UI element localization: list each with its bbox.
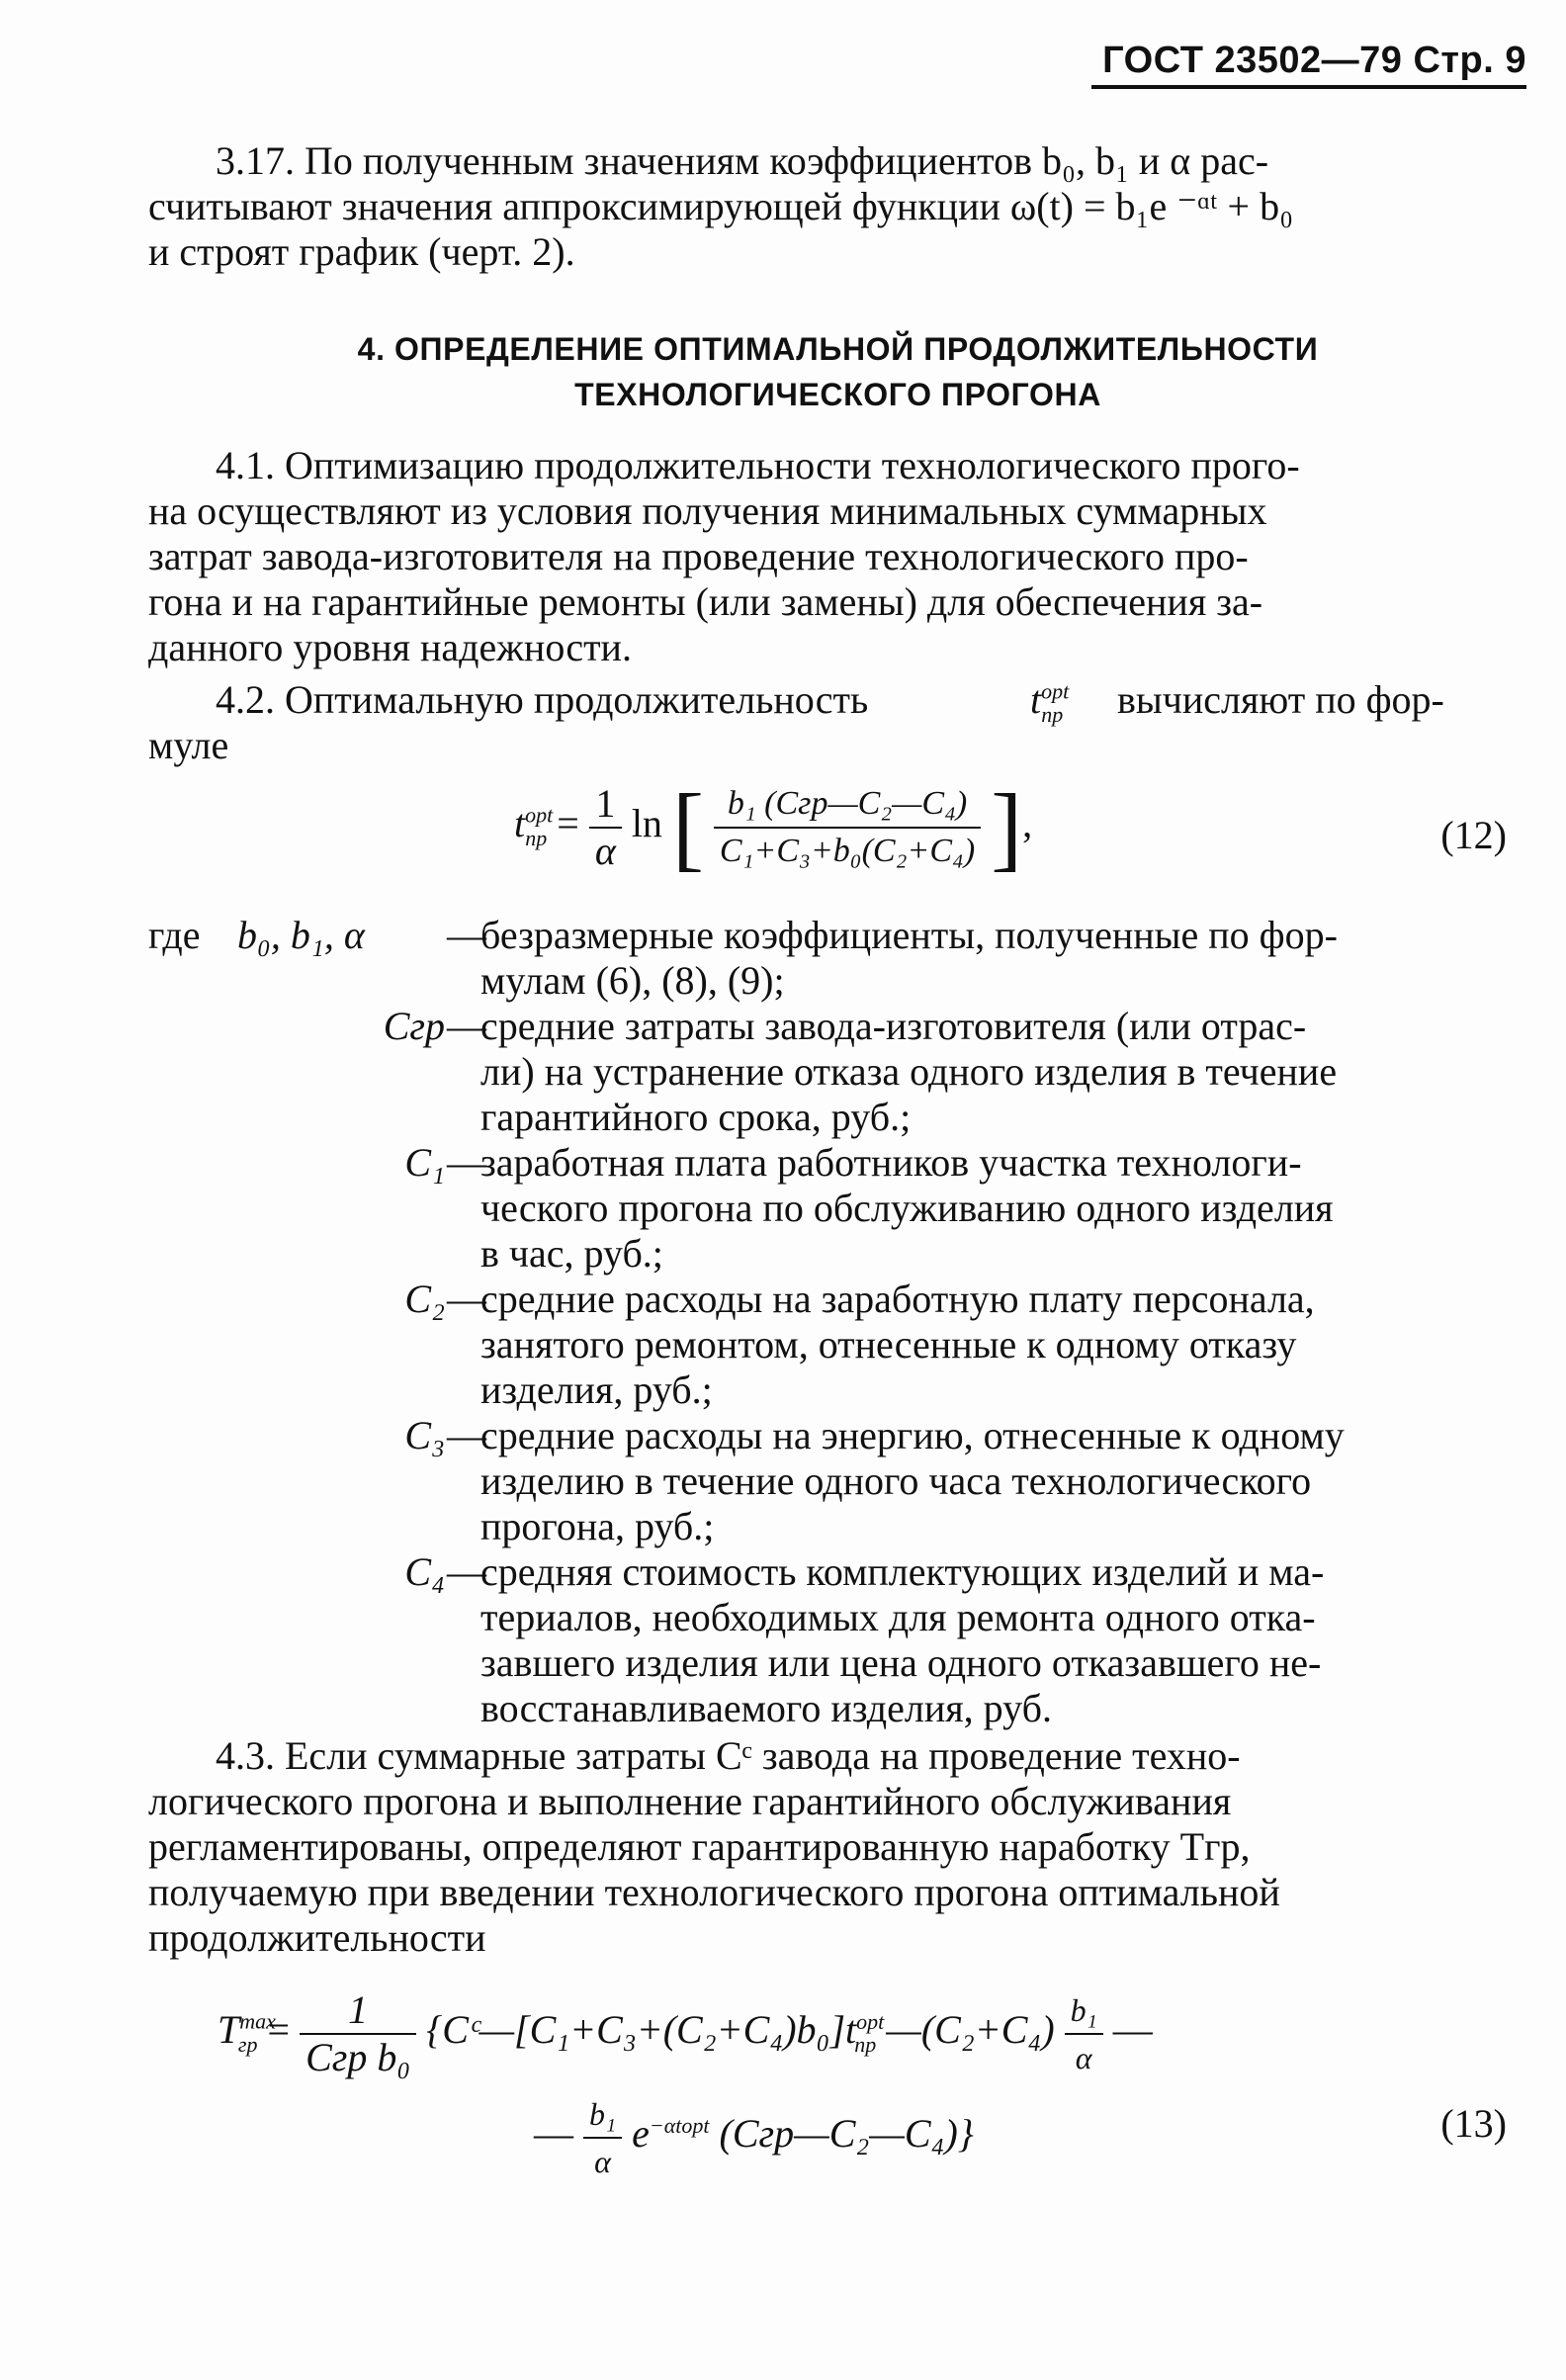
def4-symbol: C₂	[404, 1277, 445, 1321]
equation-number-12: (12)	[1440, 813, 1507, 857]
def1-line2: мулам (6), (8), (9);	[480, 958, 785, 1003]
page-header: ГОСТ 23502—79 Стр. 9	[1102, 40, 1526, 81]
section-heading-line1: 4. ОПРЕДЕЛЕНИЕ ОПТИМАЛЬНОЙ ПРОДОЛЖИТЕЛЬНОСТИ	[357, 331, 1319, 367]
p41-line4: гона и на гарантийные ремонты (или замены) для обеспечения за-	[148, 579, 1263, 624]
def2-line3: гарантийного срока, руб.;	[480, 1095, 912, 1139]
def3-line3: в час, руб.;	[480, 1231, 663, 1276]
def-where: где	[148, 913, 201, 957]
p43-line5: продолжительности	[148, 1915, 486, 1960]
p43-line1: 4.3. Если суммарные затраты Cᶜ завода на проведение техно-	[216, 1733, 1241, 1778]
p43-line2: логического прогона и выполнение гарантийного обслуживания	[148, 1779, 1232, 1823]
section-heading-line2: ТЕХНОЛОГИЧЕСКОГО ПРОГОНА	[574, 377, 1101, 412]
p42-line2: муле	[148, 723, 229, 767]
def6-line4: восстанавливаемого изделия, руб.	[480, 1686, 1052, 1730]
p42-line1b: вычисляют по фор-	[1117, 677, 1444, 722]
def1-dash: —	[447, 913, 486, 957]
def5-symbol: C₃	[404, 1413, 445, 1457]
f13-b1-over-alpha: $\frac{\text{b₁}}{\alpha}$	[1065, 1987, 1103, 2080]
def3-line2: ческого прогона по обслуживанию одного изделия	[480, 1186, 1334, 1230]
def1-line1: безразмерные коэффициенты, полученные по фор-	[480, 913, 1338, 957]
def5-line2: изделию в течение одного часа технологического	[480, 1458, 1312, 1503]
def4-line1: средние расходы на заработную плату персонала,	[480, 1277, 1315, 1321]
def5-line3: прогона, руб.;	[480, 1504, 715, 1548]
p43-line4: получаемую при введении технологического прогона оптимальной	[148, 1870, 1280, 1914]
f12-lhs: $t^{opt}_{пр}$	[514, 801, 554, 851]
equation-number-13: (13)	[1440, 2101, 1507, 2146]
p41-line1: 4.1. Оптимизацию продолжительности технологического прого-	[216, 443, 1300, 487]
f13-body2: —(C₂+C₄)	[886, 2007, 1055, 2053]
def3-dash: —	[447, 1140, 486, 1185]
def6-line3: завшего изделия или цена одного отказавшего не-	[480, 1640, 1322, 1685]
formula-13-line1: $T^{max}_{гр}$ = $\frac{1}{\text{Cгр b₀}}$ {$Cᶜ—[C_1+C_3+(C_2+C_4)b_0]t^{opt}_{пр}$ —(C₂+C₄) $\frac{\text{b₁}}{\alpha}$ —	[218, 1987, 1153, 2079]
formula-12: $t^{opt}_{пр}$ = $\frac{1}{\alpha}$ ln [ $\frac{\text{b₁ (Cгр—C₂—C₄)}}{\text{C₁+C₃+b₀(C₂+C₄)}}$ ],	[514, 774, 1033, 880]
def2-dash: —	[447, 1004, 486, 1048]
def5-dash: —	[447, 1413, 486, 1457]
def4-line3: изделия, руб.;	[480, 1367, 713, 1412]
def6-dash: —	[447, 1549, 486, 1594]
f12-one-over-alpha: $\frac{1}{\alpha}$	[589, 781, 622, 874]
f13-tail: (Cгр—C₂—C₄)}	[719, 2111, 974, 2157]
p317-line3: и строят график (черт. 2).	[148, 229, 575, 274]
p41-line2: на осуществляют из условия получения минимальных суммарных	[148, 488, 1267, 533]
p317-line1: 3.17. По полученным значениям коэффициентов b₀, b₁ и α рас-	[216, 138, 1269, 183]
def3-symbol: C₁	[404, 1140, 445, 1185]
def2-line2: ли) на устранение отказа одного изделия в течение	[480, 1049, 1338, 1094]
p41-line5: данного уровня надежности.	[148, 625, 632, 669]
f12-fraction: $\frac{\text{b₁ (Cгр—C₂—C₄)}}{\text{C₁+C₃+b₀(C₂+C₄)}}$	[714, 781, 981, 874]
def2-symbol: Cгр	[383, 1004, 445, 1048]
def2-line1: средние затраты завода-изготовителя (или отрас-	[480, 1004, 1307, 1048]
f13-body1: {Cᶜ—[C₁+C₃+(C₂+C₄)b₀]t	[426, 2007, 857, 2053]
p43-line3: регламентированы, определяют гарантированную наработку Tгр,	[148, 1824, 1251, 1869]
formula-13-line2: — $\frac{\text{b₁}}{\alpha}$ $e^{-\alpha topt}$ (Cгр—C₂—C₄)}	[534, 2091, 974, 2184]
header-rule	[1091, 85, 1526, 89]
def1-symbol: b₀, b₁, α	[237, 913, 365, 957]
p42-topt: $t^{opt}_{пр}$	[1030, 677, 1070, 727]
p41-line3: затрат завода-изготовителя на проведение технологического про-	[148, 534, 1249, 578]
def6-symbol: C₄	[404, 1549, 445, 1594]
f13-lhs: $T^{max}_{гр}$	[218, 2007, 276, 2058]
f13-prefactor: $\frac{1}{\text{Cгр b₀}}$	[300, 1987, 416, 2080]
f12-ln: ln	[631, 801, 662, 846]
paragraph-3-17	[148, 138, 1527, 184]
p42-line1a: 4.2. Оптимальную продолжительность	[216, 677, 869, 722]
def6-line1: средняя стоимость комплектующих изделий и ма-	[480, 1549, 1325, 1594]
def3-line1: заработная плата работников участка технологи-	[480, 1140, 1302, 1185]
def4-dash: —	[447, 1277, 486, 1321]
f13-b1-over-alpha-2: $\frac{\text{b₁}}{\alpha}$	[583, 2091, 622, 2184]
def4-line2: занятого ремонтом, отнесенные к одному отказу	[480, 1322, 1297, 1366]
p317-line2: считывают значения аппроксимирующей функции ω(t) = b₁e ⁻ᵅᵗ + b₀	[148, 184, 1294, 228]
def6-line2: териалов, необходимых для ремонта одного отка-	[480, 1595, 1316, 1639]
def5-line1: средние расходы на энергию, отнесенные к одному	[480, 1413, 1345, 1457]
